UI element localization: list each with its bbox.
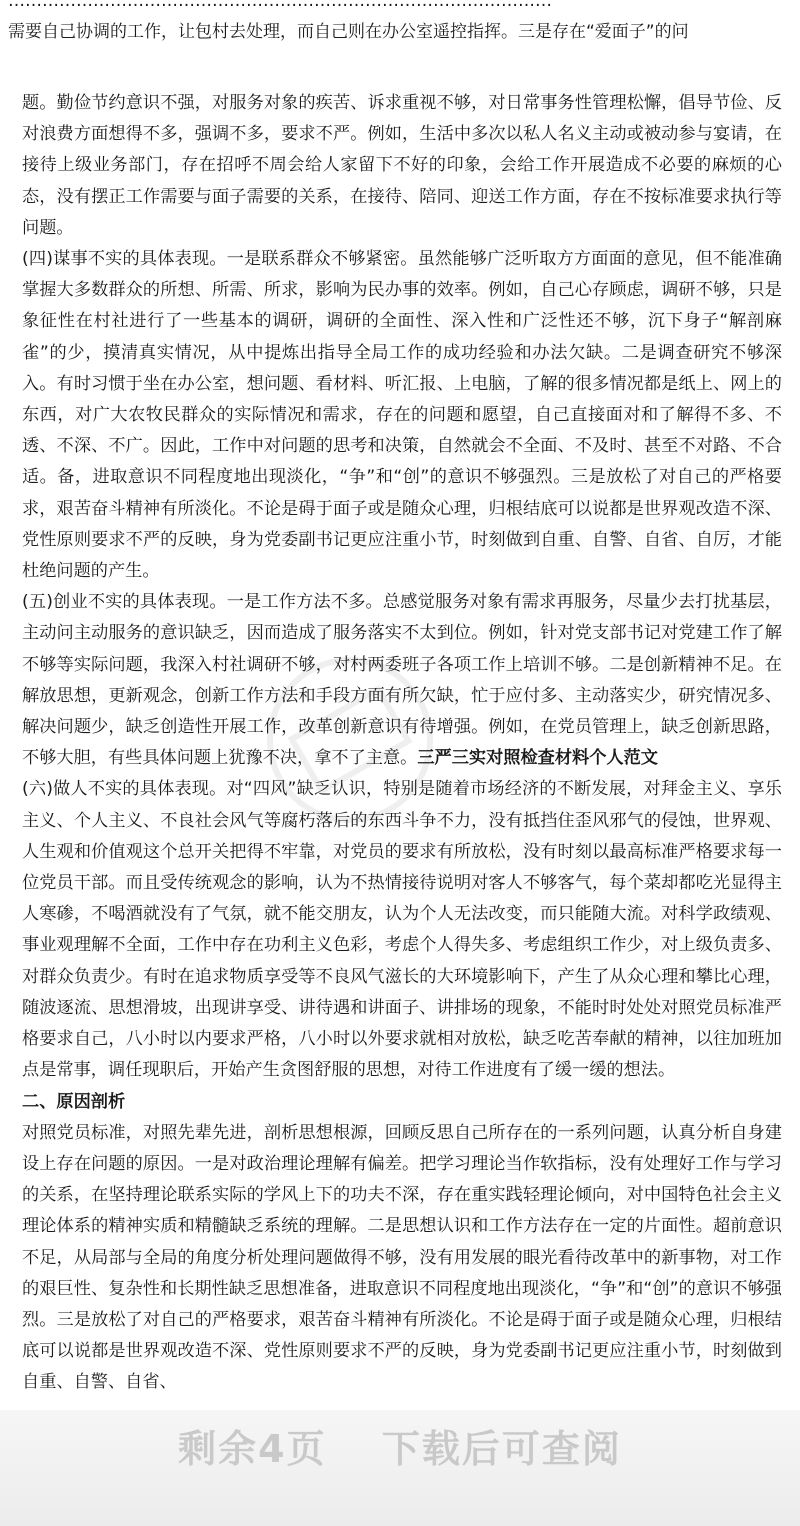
section-heading: 二、原因剖析: [22, 1091, 126, 1112]
download-to-view-label: 下载后可查阅: [381, 1427, 622, 1471]
cut-line: 需要自己协调的工作，让包村去处理，而自己则在办公室遥控指挥。三是存在“爱面子”的问: [8, 22, 689, 42]
document-body: [22, 88, 782, 1399]
document-title-inline: 三严三实对照检查材料个人范文: [417, 748, 658, 769]
paragraph-text: (五)创业不实的具体表现。一是工作方法不多。总感觉服务对象有需求再服务，尽量少去打扰基层，主动问主动服务的意识缺乏，因而造成了服务落实不太到位。例如，针对党支部书记对党建工作了解不够等实际问题，我深入村社调研不够，对村两委班子各项工作上培训不够。二是创新精神不足。在解放思想，更新观念，创新工作方法和手段方面有所欠缺，忙于应付多、主动落实少，研究情况多、解决问题少，缺乏创造性开展工作，改革创新意识有待增强。例如，在党员管理上，缺乏创新思路，不够大胆，有些具体问题上犹豫不决，拿不了主意。: [22, 592, 782, 769]
paragraph: (六)做人不实的具体表现。对“四风”缺乏认识，特别是随着市场经济的不断发展，对拜金主义、享乐主义、个人主义、不良社会风气等腐朽落后的东西斗争不力，没有抵挡住歪风邪气的侵蚀，世界观、人生观和价值观这个总开关把得不牢靠，对党员的要求有所放松，没有时刻以最高标准严格要求每一位党员干部。而且受传统观念的影响，认为不热情接待说明对客人不够客气，每个菜却都吃光显得主人寒碜，不喝酒就没有了气氛，就不能交朋友，认为个人无法改变，而只能随大流。对科学政绩观、事业观理解不全面，工作中存在功利主义色彩，考虑个人得失多、考虑组织工作少，对上级负责多、对群众负责少。有时在追求物质享受等不良风气滋长的大环境影响下，产生了从众心理和攀比心理，随波逐流、思想滑坡，出现讲享受、讲待遇和讲面子、讲排场的现象，不能时时处处对照党员标准严格要求自己，八小时以内要求严格，八小时以外要求就相对放松，缺乏吃苦奉献的精神，以往加班加点是常事，调任现职后，开始产生贪图舒服的思想，对待工作进度有了缓一缓的想法。: [22, 779, 782, 1081]
cut-off-top-text: [8, 0, 792, 48]
cut-line: ……………………………………………………………………………………: [8, 0, 552, 11]
remaining-pages-label: 剩余4页: [178, 1427, 327, 1471]
paragraph: 题。勤俭节约意识不强，对服务对象的疾苦、诉求重视不够，对日常事务性管理松懈，倡导节俭、反对浪费方面想得不多，强调不多，要求不严。例如，生活中多次以私人名义主动或被动参与宴请，在接待上级业务部门，存在招呼不周会给人家留下不好的印象，会给工作开展造成不必要的麻烦的心态，没有摆正工作需要与面子需要的关系，在接待、陪同、迎送工作方面，存在不按标准要求执行等问题。: [22, 93, 782, 238]
paragraph: [22, 587, 782, 774]
paragraph: (四)谋事不实的具体表现。一是联系群众不够紧密。虽然能够广泛听取方方面面的意见，但不能准确掌握大多数群众的所想、所需、所求，影响为民办事的效率。例如，自己心存顾虑，调研不够，只是象征性在村社进行了一些基本的调研，调研的全面性、深入性和广泛性还不够，沉下身子“解剖麻雀”的少，摸清真实情况，从中提炼出指导全局工作的成功经验和办法欠缺。二是调查研究不够深入。有时习惯于坐在办公室，想问题、看材料、听汇报、上电脑，了解的很多情况都是纸上、网上的东西，对广大农牧民群众的实际情况和需求，存在的问题和愿望，自己直接面对和了解得不多、不透、不深、不广。因此，工作中对问题的思考和决策，自然就会不全面、不及时、甚至不对路、不合适。备，进取意识不同程度地出现淡化，“争”和“创”的意识不够强烈。三是放松了对自己的严格要求，艰苦奋斗精神有所淡化。不论是碍于面子或是随众心理，归根结底可以说都是世界观改造不深、党性原则要求不严的反映，身为党委副书记更应注重小节，时刻做到自重、自警、自省、自厉，才能杜绝问题的产生。: [22, 249, 782, 582]
paragraph: 对照党员标准，对照先辈先进，剖析思想根源，回顾反思自己所存在的一系列问题，认真分析自身建设上存在问题的原因。一是对政治理论理解有偏差。把学习理论当作软指标，没有处理好工作与学习的关系，在坚持理论联系实际的学风上下的功夫不深，存在重实践轻理论倾向，对中国特色社会主义理论体系的精神实质和精髓缺乏系统的理解。二是思想认识和工作方法存在一定的片面性。超前意识不足，从局部与全局的角度分析处理问题做得不够，没有用发展的眼光看待改革中的新事物，对工作的艰巨性、复杂性和长期性缺乏思想准备，进取意识不同程度地出现淡化，“争”和“创”的意识不够强烈。三是放松了对自己的严格要求，艰苦奋斗精神有所淡化。不论是碍于面子或是随众心理，归根结底可以说都是世界观改造不深、党性原则要求不严的反映，身为党委副书记更应注重小节，时刻做到自重、自警、自省、: [22, 1122, 782, 1393]
download-prompt[interactable]: [0, 1418, 800, 1473]
